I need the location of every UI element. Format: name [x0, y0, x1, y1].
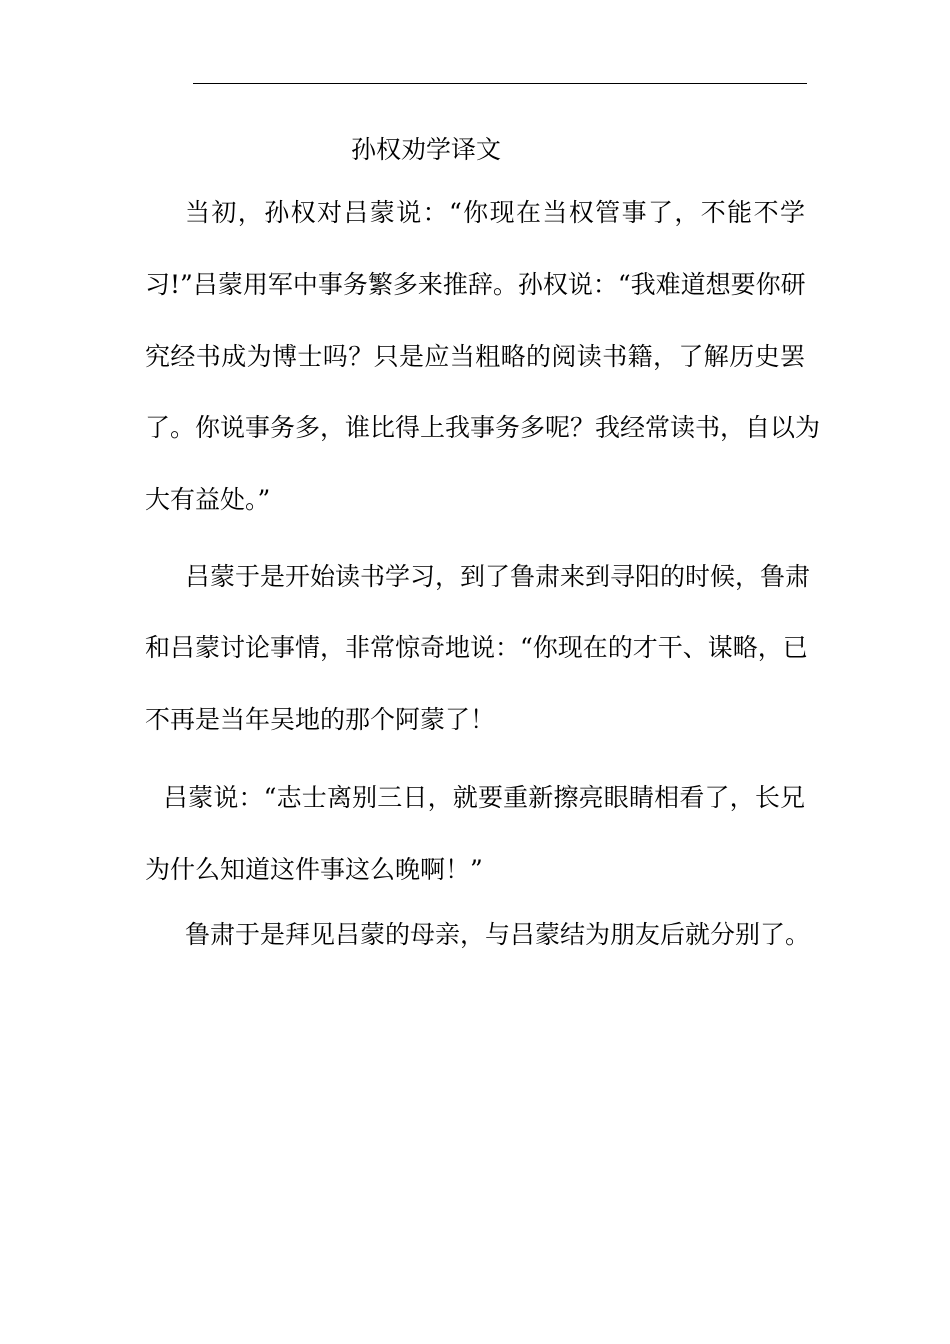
text-line: 大有益处。” [145, 485, 271, 514]
text-line: 为什么知道这件事这么晚啊！” [145, 855, 483, 884]
text-line: 究经书成为博士吗？只是应当粗略的阅读书籍，了解历史罢 [145, 342, 805, 371]
text-line: 了。你说事务多，谁比得上我事务多呢？我经常读书，自以为 [145, 413, 821, 442]
text-line: 吕蒙说：“志士离别三日，就要重新擦亮眼睛相看了，长兄 [163, 783, 805, 812]
text-line: 鲁肃于是拜见吕蒙的母亲，与吕蒙结为朋友后就分别了。 [185, 920, 811, 949]
header-rule [193, 83, 807, 84]
text-line: 当初，孙权对吕蒙说：“你现在当权管事了，不能不学 [185, 198, 805, 227]
document-title: 孙权劝学译文 [351, 135, 502, 164]
text-line: 吕蒙于是开始读书学习，到了鲁肃来到寻阳的时候，鲁肃 [185, 562, 811, 591]
text-line: 不再是当年吴地的那个阿蒙了！ [145, 705, 496, 734]
text-line: 习!”吕蒙用军中事务繁多来推辞。孙权说：“我难道想要你研 [145, 270, 806, 299]
text-line: 和吕蒙讨论事情，非常惊奇地说：“你现在的才干、谋略，已 [145, 633, 808, 662]
